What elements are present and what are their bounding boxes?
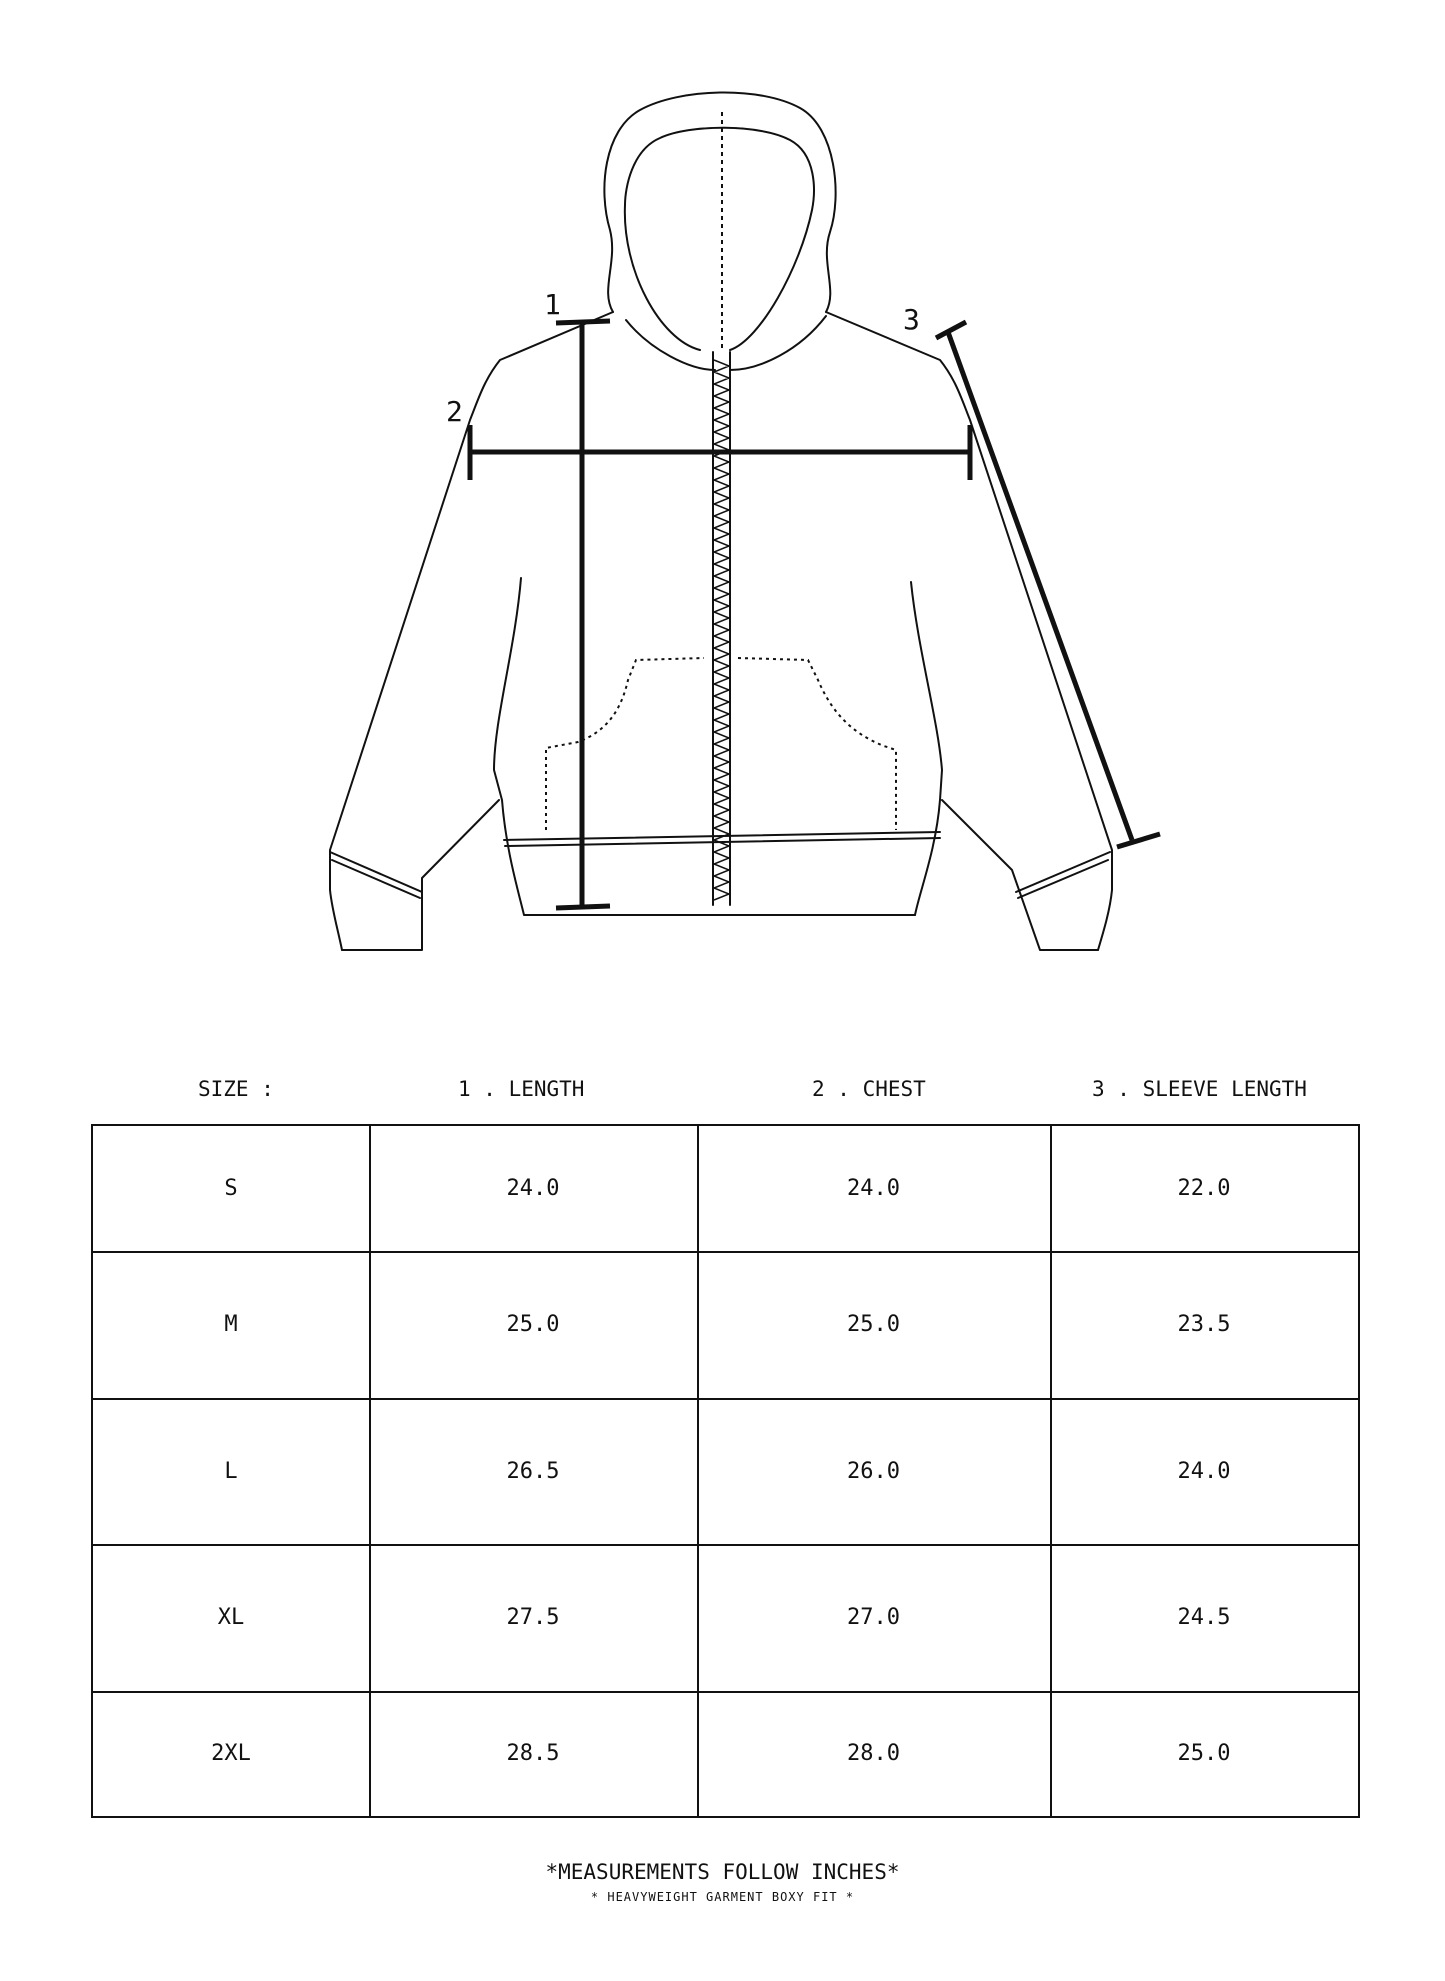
size-cell: S bbox=[224, 1176, 238, 1201]
header-sleeve-length: 3 . SLEEVE LENGTH bbox=[1092, 1077, 1307, 1101]
length-cell: 28.5 bbox=[506, 1741, 560, 1766]
body-outline-right bbox=[826, 312, 1112, 950]
chest-label: 2 bbox=[446, 395, 463, 428]
header-size: SIZE : bbox=[198, 1077, 274, 1101]
length-cell: 26.5 bbox=[506, 1458, 560, 1484]
sleeve-cell: 25.0 bbox=[1177, 1741, 1231, 1766]
hood-inner bbox=[625, 128, 814, 350]
pocket-left bbox=[546, 658, 704, 830]
size-cell: L bbox=[224, 1458, 238, 1484]
table-row bbox=[93, 1691, 1358, 1816]
table-row bbox=[93, 1398, 1358, 1544]
length-label: 1 bbox=[544, 288, 561, 321]
length-cell: 27.5 bbox=[506, 1605, 560, 1630]
chest-cell: 28.0 bbox=[847, 1741, 900, 1766]
sleeve-cell: 23.5 bbox=[1177, 1312, 1231, 1337]
header-chest: 2 . CHEST bbox=[812, 1077, 926, 1101]
size-cell: XL bbox=[217, 1605, 245, 1630]
table-row bbox=[93, 1544, 1358, 1691]
table-row bbox=[93, 1251, 1358, 1398]
chest-cell: 24.0 bbox=[847, 1176, 900, 1201]
hood-outline bbox=[604, 92, 835, 312]
length-cell: 25.0 bbox=[506, 1312, 560, 1337]
sleeve-measure-line bbox=[948, 332, 1132, 840]
size-cell: M bbox=[224, 1312, 238, 1337]
body-outline-left bbox=[330, 312, 613, 950]
chest-cell: 27.0 bbox=[847, 1605, 900, 1630]
length-cell: 24.0 bbox=[506, 1176, 560, 1201]
table-row bbox=[93, 1126, 1358, 1251]
pocket-right bbox=[738, 658, 896, 830]
sleeve-label: 3 bbox=[903, 303, 920, 336]
chest-cell: 25.0 bbox=[847, 1312, 900, 1337]
size-table bbox=[91, 1124, 1360, 1818]
sleeve-cell: 24.0 bbox=[1177, 1458, 1231, 1484]
measurement-note: *MEASUREMENTS FOLLOW INCHES* bbox=[545, 1860, 900, 1884]
sleeve-cell: 24.5 bbox=[1177, 1605, 1231, 1630]
header-length: 1 . LENGTH bbox=[458, 1077, 585, 1101]
chest-cell: 26.0 bbox=[847, 1458, 900, 1484]
size-cell: 2XL bbox=[211, 1741, 251, 1766]
sleeve-cell: 22.0 bbox=[1177, 1176, 1231, 1201]
fit-note: * HEAVYWEIGHT GARMENT BOXY FIT * bbox=[590, 1890, 855, 1904]
